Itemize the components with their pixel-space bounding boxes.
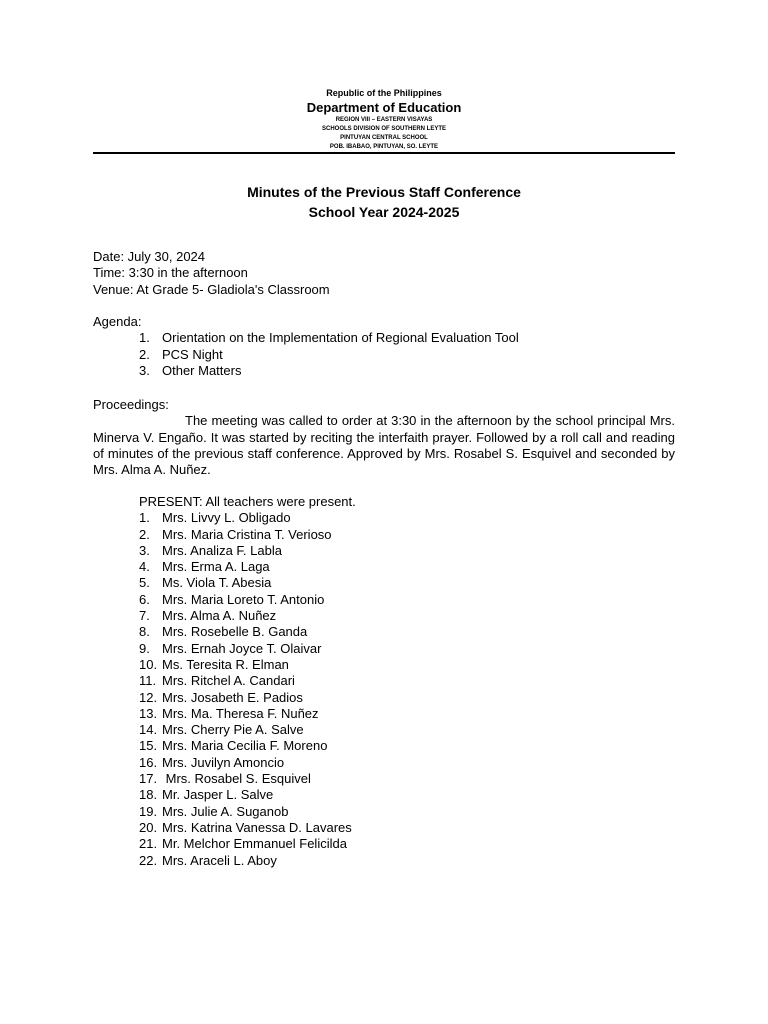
agenda-item-number: 3. [139,362,150,378]
teacher-list-item-text: Mrs. Araceli L. Aboy [162,852,277,868]
agenda-heading: Agenda: [93,314,142,329]
teacher-list-item [93,738,675,754]
teacher-list-item-number: 13. [139,705,158,721]
teacher-list-item [93,690,675,706]
teacher-list-item-text: Mrs. Livvy L. Obligado [162,510,291,526]
meeting-venue: Venue: At Grade 5- Gladiola's Classroom [93,281,330,297]
letterhead-department: Department of Education [306,100,462,115]
teacher-list-item [93,527,675,543]
teacher-list-item-number: 5. [139,575,150,591]
teacher-list-item-text: Mrs. Juvilyn Amoncio [162,754,285,770]
teacher-list-item [93,706,675,722]
teacher-list-item-number: 12. [139,689,158,705]
teacher-list-item-number: 8. [139,624,150,640]
teacher-list-item-number: 20. [139,819,158,835]
teacher-list-item-text: Ms. Viola T. Abesia [162,575,272,591]
agenda-section [93,314,675,379]
proceedings-heading: Proceedings: [93,397,169,412]
letterhead-republic: Republic of the Philippines [326,88,442,98]
teacher-list-item [93,608,675,624]
teacher-list-item-text: Mrs. Maria Cristina T. Verioso [162,526,332,542]
teacher-list-item [93,592,675,608]
agenda-list [93,330,675,379]
agenda-item-text: PCS Night [162,346,223,362]
teacher-list-item [93,755,675,771]
teacher-list-item-number: 7. [139,608,150,624]
teacher-list-item-number: 2. [139,526,150,542]
letterhead-division: SCHOOLS DIVISION OF SOUTHERN LEYTE [321,126,446,132]
letterhead-divider [93,152,675,154]
agenda-item-number: 2. [139,346,150,362]
teacher-list-item-text: Mr. Jasper L. Salve [162,787,274,803]
teacher-list-item [93,510,675,526]
teacher-list-item-text: Mrs. Alma A. Nuñez [162,608,277,624]
teacher-list-item-text: Mrs. Maria Loreto T. Antonio [162,591,325,607]
teacher-list [93,510,675,869]
teacher-list-item [93,559,675,575]
teacher-list-item-text: Mrs. Josabeth E. Padios [162,689,303,705]
meeting-time: Time: 3:30 in the afternoon [93,265,248,281]
teacher-list-item [93,641,675,657]
letterhead-region: REGION VIII – EASTERN VISAYAS [335,117,433,123]
teacher-list-item-text: Mrs. Erma A. Laga [162,559,270,575]
meeting-date: Date: July 30, 2024 [93,249,206,264]
teacher-list-item-text: Mrs. Rosabel S. Esquivel [162,771,311,787]
teacher-list-item-number: 6. [139,591,150,607]
proceedings-section [93,397,675,478]
teacher-list-item-text: Mrs. Cherry Pie A. Salve [162,722,304,738]
teacher-list-item-number: 10. [139,656,158,672]
agenda-item-text: Other Matters [162,362,242,378]
title-line-1: Minutes of the Previous Staff Conference [247,184,521,200]
teacher-list-item-number: 11. [139,673,157,689]
teacher-list-item [93,722,675,738]
teacher-list-item [93,624,675,640]
teacher-list-item-text: Mrs. Katrina Vanessa D. Lavares [162,819,352,835]
title-line-2: School Year 2024-2025 [308,204,460,220]
teacher-list-item-text: Mrs. Ma. Theresa F. Nuñez [162,705,319,721]
teacher-list-item [93,575,675,591]
teacher-list-item-text: Mrs. Maria Cecilia F. Moreno [162,738,328,754]
agenda-item-number: 1. [139,330,150,346]
teacher-list-item [93,853,675,869]
document-title [93,182,675,222]
teacher-list-item-text: Ms. Teresita R. Elman [162,656,289,672]
teacher-list-item-text: Mrs. Ernah Joyce T. Olaivar [162,640,322,656]
meeting-details [93,249,675,298]
teacher-list-item-text: Mr. Melchor Emmanuel Felicilda [162,836,347,852]
teacher-list-item [93,673,675,689]
letterhead-school: PINTUYAN CENTRAL SCHOOL [340,135,428,141]
teacher-list-item-text: Mrs. Ritchel A. Candari [162,673,295,689]
teacher-list-item-number: 22. [139,852,158,868]
teacher-list-item-number: 18. [139,787,158,803]
teacher-list-item-number: 3. [139,542,150,558]
teacher-list-item-number: 1. [139,510,150,526]
letterhead-address: POB. IBABAO, PINTUYAN, SO. LEYTE [329,144,439,150]
attendance-section [93,494,675,869]
teacher-list-item-number: 14. [139,722,158,738]
agenda-item-text: Orientation on the Implementation of Regional Evaluation Tool [162,330,519,346]
teacher-list-item [93,804,675,820]
proceedings-paragraph: The meeting was called to order at 3:30 in the afternoon by the school principal Mrs. Minerva V. Engaño. It was started by reciting the interfaith prayer. Followed by a roll call and reading of minutes of the previous staff conference. Approved by Mrs. Rosabel S. Esquivel and seconded by Mrs. Alma A. Nuñez. [93,413,675,478]
teacher-list-item-number: 4. [139,559,150,575]
teacher-list-item-number: 9. [139,640,150,656]
teacher-list-item-number: 17. [139,771,158,787]
teacher-list-item-text: Mrs. Julie A. Suganob [162,803,289,819]
teacher-list-item-number: 19. [139,803,158,819]
teacher-list-item-text: Mrs. Analiza F. Labla [162,542,282,558]
teacher-list-item [93,657,675,673]
teacher-list-item-number: 21. [139,836,158,852]
teacher-list-item [93,771,675,787]
teacher-list-item-text: Mrs. Rosebelle B. Ganda [162,624,308,640]
letterhead [93,87,675,152]
agenda-item [93,347,675,363]
teacher-list-item [93,836,675,852]
teacher-list-item [93,543,675,559]
teacher-list-item-number: 15. [139,738,158,754]
teacher-list-item [93,820,675,836]
agenda-item [93,330,675,346]
teacher-list-item-number: 16. [139,754,158,770]
teacher-list-item [93,787,675,803]
attendance-heading: PRESENT: All teachers were present. [139,494,356,509]
agenda-item [93,363,675,379]
